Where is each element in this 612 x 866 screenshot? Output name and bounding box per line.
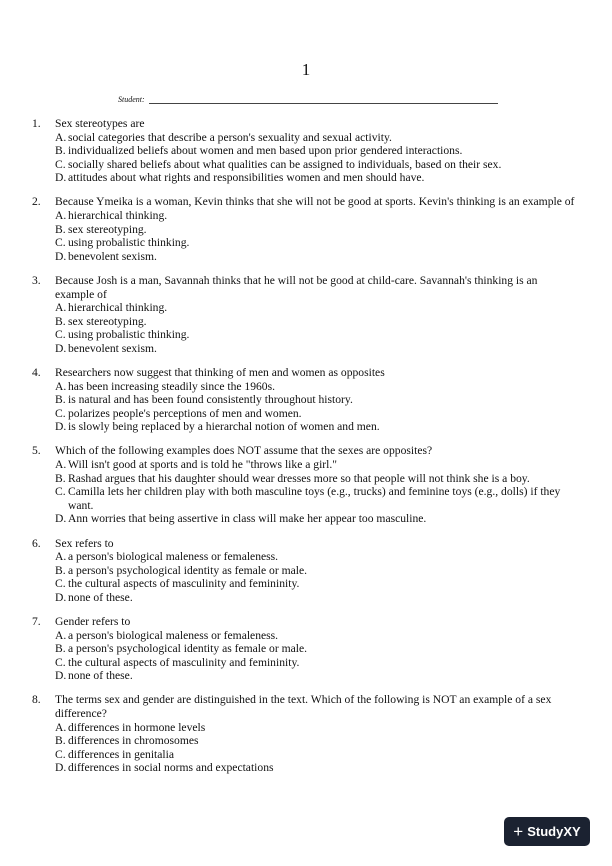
question-item [32,444,577,526]
option-text: Rashad argues that his daughter should wear dresses more so that people will not think she is a boy. [68,471,530,485]
answer-option [55,629,577,643]
option-text: the cultural aspects of masculinity and femininity. [68,577,300,591]
option-list [55,380,577,434]
option-letter: A. [55,209,67,223]
answer-option [55,656,577,670]
question-item [32,693,577,775]
option-letter: B. [55,144,66,158]
option-letter: A. [55,628,67,642]
answer-option [55,315,577,329]
option-text: differences in social norms and expectations [68,761,274,775]
question-number: 2. [32,195,41,209]
question-number: 8. [32,693,41,707]
option-letter: D. [55,341,67,355]
answer-option [55,472,577,486]
option-text: Camilla lets her children play with both masculine toys (e.g., trucks) and feminine toys (e.g., dolls) if they want. [68,485,561,512]
question-list [32,117,577,786]
option-text: using probalistic thinking. [68,328,190,342]
answer-option [55,342,577,356]
option-text: has been increasing steadily since the 1960s. [68,379,276,393]
answer-option [55,485,577,512]
option-text: socially shared beliefs about what qualities can be assigned to individuals, based on their sex. [68,157,502,171]
option-text: Will isn't good at sports and is told he "throws like a girl." [68,458,338,472]
option-text: sex stereotyping. [68,222,147,236]
option-list [55,301,577,355]
answer-option [55,550,577,564]
option-text: hierarchical thinking. [68,301,168,315]
answer-option [55,420,577,434]
option-text: the cultural aspects of masculinity and femininity. [68,655,300,669]
option-letter: C. [55,406,66,420]
option-letter: B. [55,471,66,485]
answer-option [55,669,577,683]
question-item [32,195,577,263]
plus-icon: + [513,821,524,841]
question-stem: Which of the following examples does NOT assume that the sexes are opposites? [55,444,433,458]
student-name-rule [149,95,498,104]
option-text: a person's psychological identity as female or male. [68,563,308,577]
option-letter: B. [55,393,66,407]
option-list [55,209,577,263]
option-text: Ann worries that being assertive in class will make her appear too masculine. [68,512,427,526]
option-letter: A. [55,720,67,734]
question-item [32,117,577,185]
option-text: attitudes about what rights and responsibilities women and men should have. [68,171,425,185]
student-name-line [118,95,498,104]
option-letter: B. [55,314,66,328]
question-item [32,537,577,605]
question-item [32,615,577,683]
option-letter: B. [55,222,66,236]
option-letter: B. [55,563,66,577]
question-stem: Sex stereotypes are [55,117,145,130]
option-list [55,629,577,683]
option-text: differences in genitalia [68,747,175,761]
answer-option [55,761,577,775]
option-letter: A. [55,379,67,393]
option-text: benevolent sexism. [68,341,157,355]
option-letter: D. [55,669,67,683]
option-text: a person's biological maleness or femaleness. [68,550,279,564]
option-letter: A. [55,550,67,564]
option-letter: C. [55,485,66,499]
question-stem: Researchers now suggest that thinking of men and women as opposites [55,366,385,379]
answer-option [55,393,577,407]
badge-label: StudyXY [527,824,581,839]
answer-option [55,734,577,748]
answer-option [55,171,577,185]
answer-option [55,328,577,342]
question-stem: Because Ymeika is a woman, Kevin thinks that she will not be good at sports. Kevin's thinking is an example of [55,195,575,209]
option-text: is slowly being replaced by a hierarchal notion of women and men. [68,420,380,434]
question-item [32,274,577,356]
question-stem: The terms sex and gender are distinguished in the text. Which of the following is NOT an example of a sex difference? [55,693,552,721]
answer-option [55,577,577,591]
answer-option [55,236,577,250]
option-letter: C. [55,328,66,342]
answer-option [55,223,577,237]
answer-option [55,380,577,394]
answer-option [55,642,577,656]
answer-option [55,250,577,264]
answer-option [55,748,577,762]
option-text: social categories that describe a person's sexuality and sexual activity. [68,130,392,144]
option-letter: D. [55,420,67,434]
question-item [32,366,577,434]
option-text: sex stereotyping. [68,314,147,328]
option-text: a person's psychological identity as female or male. [68,642,308,656]
option-text: a person's biological maleness or femaleness. [68,628,279,642]
option-letter: C. [55,747,66,761]
question-number: 7. [32,615,41,628]
option-letter: D. [55,590,67,604]
answer-option [55,721,577,735]
question-stem: Sex refers to [55,536,114,550]
answer-option [55,564,577,578]
answer-option [55,131,577,145]
option-letter: D. [55,171,67,185]
studyxy-badge[interactable] [504,817,590,846]
option-letter: B. [55,642,66,656]
option-list [55,458,577,526]
question-stem: Because Josh is a man, Savannah thinks that he will not be good at child-care. Savannah's thinking is an example of [55,273,538,301]
answer-option [55,407,577,421]
option-text: none of these. [68,669,133,683]
option-list [55,721,577,775]
option-letter: C. [55,577,66,591]
option-list [55,131,577,185]
question-number: 5. [32,444,41,458]
answer-option [55,301,577,315]
student-label: Student: [118,95,145,104]
option-letter: A. [55,130,67,144]
question-number: 4. [32,366,41,379]
answer-option [55,209,577,223]
answer-option [55,512,577,526]
option-text: polarizes people's perceptions of men and women. [68,406,302,420]
option-text: individualized beliefs about women and men based upon prior gendered interactions. [68,144,463,158]
option-text: hierarchical thinking. [68,209,168,223]
option-list [55,550,577,604]
option-text: is natural and has been found consistently throughout history. [68,393,353,407]
option-text: benevolent sexism. [68,249,157,263]
option-letter: A. [55,301,67,315]
option-letter: D. [55,512,67,526]
answer-option [55,591,577,605]
option-letter: A. [55,458,67,472]
question-number: 3. [32,273,41,287]
question-number: 1. [32,117,41,130]
option-letter: D. [55,761,67,775]
option-text: none of these. [68,590,133,604]
option-text: differences in hormone levels [68,720,206,734]
option-text: differences in chromosomes [68,734,199,748]
option-letter: C. [55,655,66,669]
option-letter: B. [55,734,66,748]
option-text: using probalistic thinking. [68,236,190,250]
page-number: 1 [301,60,311,79]
question-stem: Gender refers to [55,615,131,628]
answer-option [55,144,577,158]
answer-option [55,158,577,172]
option-letter: C. [55,157,66,171]
question-number: 6. [32,536,41,550]
option-letter: C. [55,236,66,250]
option-letter: D. [55,249,67,263]
answer-option [55,458,577,472]
